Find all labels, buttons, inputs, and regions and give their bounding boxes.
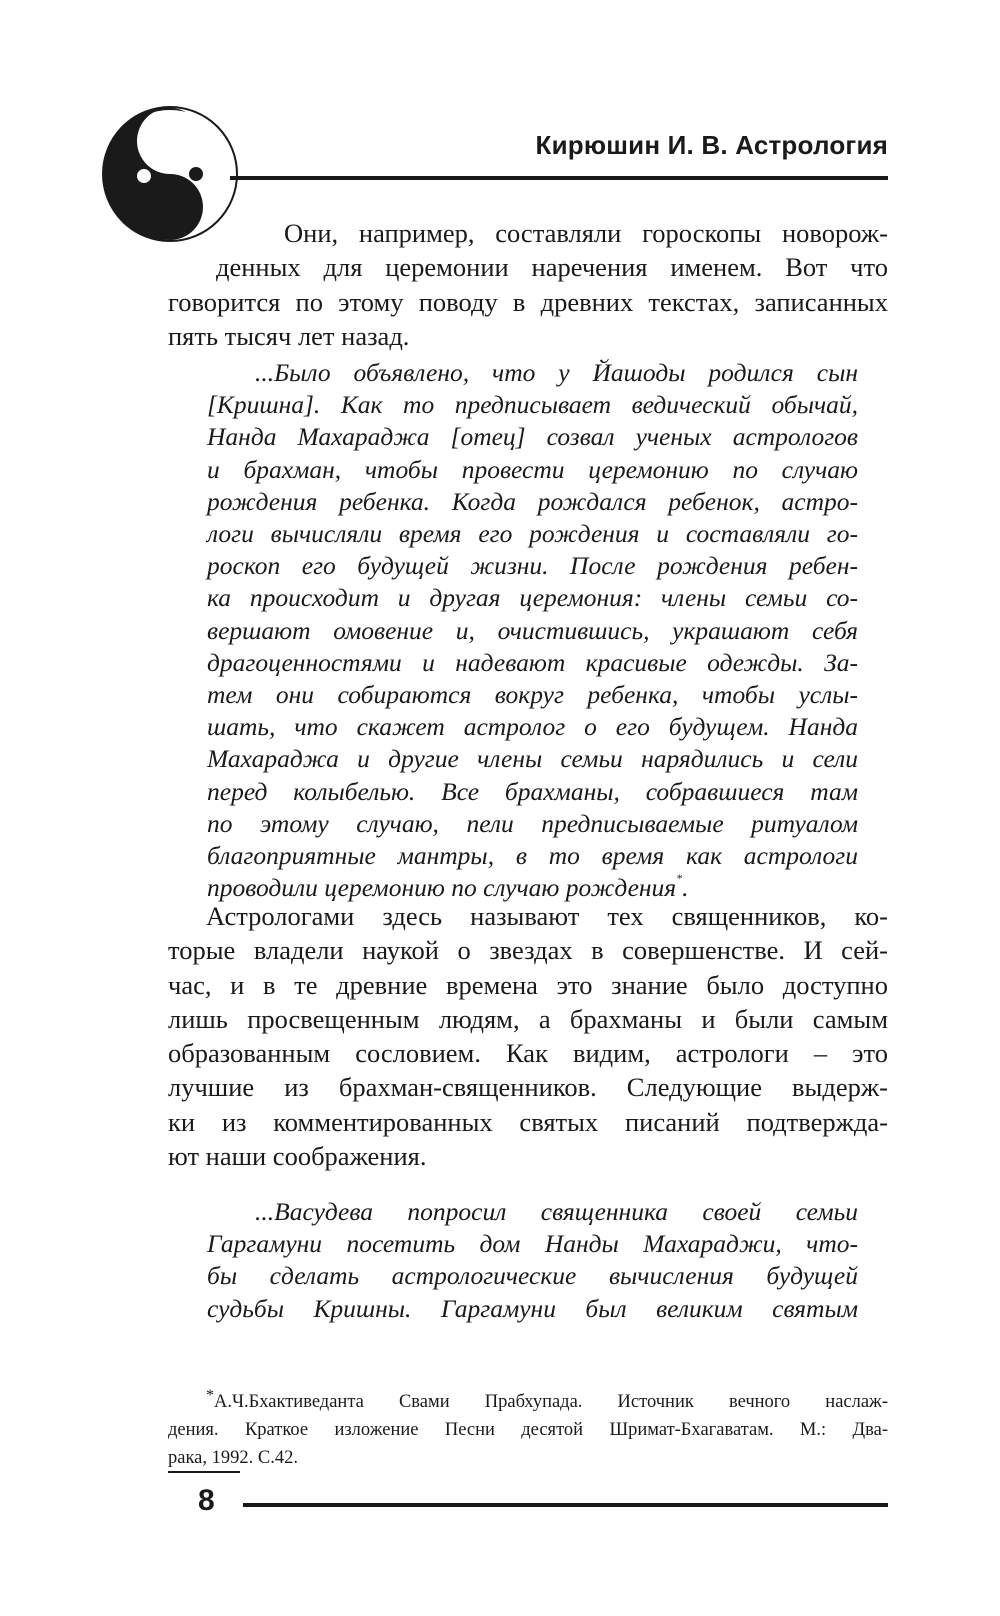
quote-line: шать, что скажет астролог о его будущем. Нанда bbox=[207, 712, 858, 742]
footnote-line-text: А.Ч.Бхактиведанта Свами Прабхупада. Источник вечного наслаж- bbox=[214, 1392, 888, 1412]
quote-line: ка происходит и другая церемония: члены семьи со- bbox=[207, 583, 858, 613]
quote-line: [Кришна]. Как то предписывает ведический обычай, bbox=[207, 390, 858, 420]
quote-line: судьбы Кришны. Гаргамуни был великим святым bbox=[207, 1293, 858, 1323]
text-line: Астрологами здесь называют тех священников, ко- bbox=[206, 901, 888, 931]
paragraph-2 bbox=[168, 899, 888, 1173]
text-line: лучшие из брахман-священников. Следующие выдерж- bbox=[168, 1072, 888, 1103]
quote-line: Махараджа и другие члены семьи нарядились и сели bbox=[207, 744, 858, 774]
text-line: Они, например, составляли гороскопы новорож- bbox=[284, 218, 888, 248]
header-rule bbox=[230, 176, 888, 180]
footnote-marker: * bbox=[206, 1387, 214, 1404]
text-line: ки из комментированных святых писаний подтвержда- bbox=[168, 1106, 888, 1137]
quote-line: драгоценностями и надевают красивые одежды. За- bbox=[207, 647, 858, 677]
quote-line: бы сделать астрологические вычисления будущей bbox=[207, 1261, 858, 1291]
quote-line: вершают омовение и, очистившись, украшают себя bbox=[207, 615, 858, 645]
quote-line: логи вычисляли время его рождения и составляли го- bbox=[207, 519, 858, 549]
quote-line: тем они собираются вокруг ребенка, чтобы услы- bbox=[207, 680, 858, 710]
text-line: говорится по этому поводу в древних текстах, записанных bbox=[168, 286, 888, 317]
text-line: торые владели наукой о звездах в совершенстве. И сей- bbox=[168, 935, 888, 966]
footnote bbox=[168, 1388, 888, 1472]
quote-line: ...Васудева попросил священника своей семьи bbox=[255, 1197, 858, 1226]
text-line: ют наши соображения. bbox=[168, 1141, 427, 1172]
quote-line-end: . bbox=[682, 873, 689, 903]
footer-rule bbox=[243, 1503, 888, 1507]
quote-line: ...Было объявлено, что у Йашоды родился сын bbox=[255, 358, 858, 387]
quote-line: Гаргамуни посетить дом Нанды Махараджи, что- bbox=[207, 1229, 858, 1259]
footnote-separator bbox=[168, 1471, 240, 1473]
quote-2 bbox=[207, 1196, 858, 1325]
footnote-line: дения. Краткое изложение Песни десятой Шримат-Бхагаватам. М.: Два- bbox=[168, 1420, 888, 1440]
quote-line: благоприятные мантры, в то время как астрологи bbox=[207, 841, 858, 871]
footnote-reference[interactable]: * bbox=[676, 871, 683, 886]
paragraph-1 bbox=[168, 216, 888, 353]
quote-line: роскоп его будущей жизни. После рождения ребен- bbox=[207, 551, 858, 581]
quote-line: перед колыбелью. Все брахманы, собравшиеся там bbox=[207, 776, 858, 806]
text-line: пять тысяч лет назад. bbox=[168, 320, 410, 351]
text-line: лишь просвещенным людям, а брахманы и были самым bbox=[168, 1003, 888, 1034]
text-line: образованным сословием. Как видим, астрологи – это bbox=[168, 1038, 888, 1069]
quote-line-text: проводили церемонию по случаю рождения bbox=[207, 873, 677, 903]
footnote-line: рака, 1992. С.42. bbox=[168, 1448, 298, 1468]
quote-line: и брахман, чтобы провести церемонию по случаю bbox=[207, 454, 858, 484]
running-header-title: Кирюшин И. В. Астрология bbox=[535, 130, 888, 160]
page-number: 8 bbox=[198, 1484, 215, 1517]
text-line: денных для церемонии наречения именем. Вот что bbox=[216, 252, 888, 283]
text-line: час, и в те древние времена это знание было доступно bbox=[168, 969, 888, 1000]
quote-line: рождения ребенка. Когда рождался ребенок, астро- bbox=[207, 486, 858, 516]
quote-line: по этому случаю, пели предписываемые ритуалом bbox=[207, 808, 858, 838]
quote-line: Нанда Махараджа [отец] созвал ученых астрологов bbox=[207, 422, 858, 452]
quote-1 bbox=[207, 357, 858, 904]
footnote-line bbox=[206, 1388, 888, 1416]
